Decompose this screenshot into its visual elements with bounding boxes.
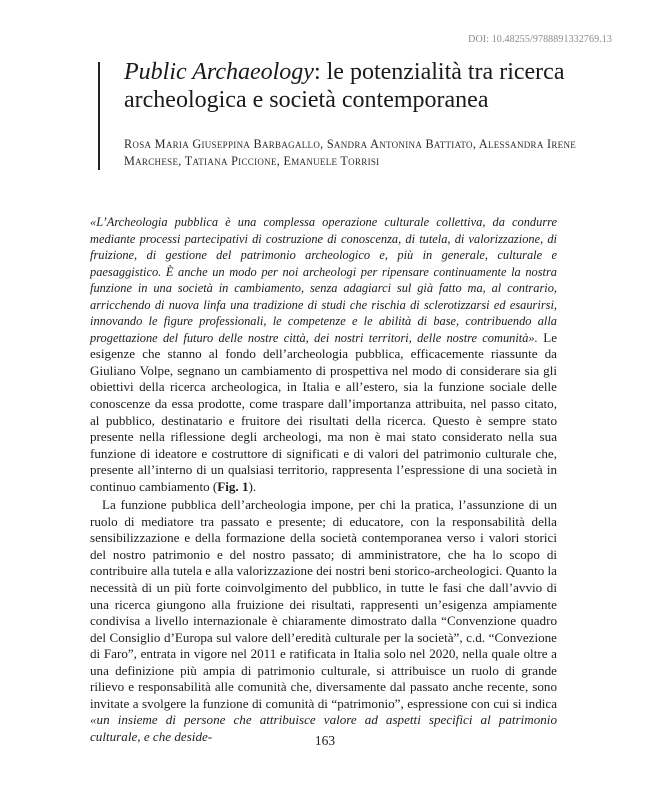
article-title	[124, 58, 584, 114]
paragraph-2-text: La funzione pubblica dell’archeologia impone, per chi la pratica, l’assunzione di un ruolo di mediatore tra passato e presente; di educatore, con la responsabilità della sensibilizzazione e della formazione della società contemporanea verso i valori storici del nostro patrimonio e del nostro passato; di amministratore, che ha lo scopo di contribuire alla tutela e alla valorizzazione dei nostri beni storico-archeologici. Quanto la necessità di un più forte coinvolgimento del pubblico, in tutte le fasi che dall’avvio di una ricerca giungono alla fruizione dei risultati, rappresenti un’esigenza ampiamente condivisa a livello internazionale è chiaramente dimostrato dalla “Convenzione quadro del Consiglio d’Europa sul valore dell’eredità culturale per la società”, c.d. “Convezione di Faro”, entrata in vigore nel 2011 e ratificata in Italia solo nel 2020, nella quale oltre a una definizione più ampia di patrimonio culturale, si attribuisce un ruolo di grande rilievo e responsabilità alle comunità che, diversamente dal passato anche recente, sono invitate a svolgere la funzione di comunità di “patrimonio”, espressione con cui si indica	[90, 497, 557, 711]
title-rule	[98, 62, 100, 170]
paragraph-1	[90, 214, 557, 495]
title-block	[124, 58, 584, 170]
body-text	[90, 214, 557, 746]
paragraph-2	[90, 497, 557, 745]
faro-quote: «un insieme di persone che attribuisce valore ad aspetti specifici al patrimonio culturale, e che deside-	[90, 712, 557, 744]
figure-reference: Fig. 1	[217, 478, 249, 494]
volpe-quote: «L’Archeologia pubblica è una complessa operazione culturale collettiva, da condurre mediante processi partecipativi di costruzione di conoscenza, di tutela, di valorizzazione, di fruizione, di gestione del patrimonio archeologico e, più in generale, culturale e paesaggistico. È anche un modo per noi archeologi per ripensare continuamente la nostra funzione in una società in cambiamento, senza adagiarci sul già fatto ma, al contrario, arricchendo di nuova linfa una tradizione di studi che rischia di sclerotizzarsi ed esaurirsi, innovando le figure professionali, le competenze e le abilità di base, contribuendo alla progettazione del futuro delle nostre città, dei nostri territori, delle nostre comunità».	[90, 215, 557, 345]
article-title-rest: : le potenzialità tra ricerca archeologica e società contemporanea	[124, 59, 565, 113]
page-number: 163	[314, 733, 336, 748]
doi-label: DOI: 10.48255/9788891332769.13	[468, 34, 612, 45]
paragraph-1-end: ).	[248, 478, 257, 494]
paragraph-1-text: Le esigenze che stanno al fondo dell’archeologia pubblica, efficacemente riassunte da Giuliano Volpe, segnano un cambiamento di prospettiva nel modo di considerare sia gli obiettivi della ricerca archeologica, in Italia e all’estero, sia la funzione sociale delle conoscenze da essa prodotte, come traspare dall’importanza attribuita, nel passo citato, al pubblico, destinatario e fruitore dei risultati della ricerca. Questo è sempre stato presente nella riflessione degli archeologi, ma non è mai stato considerato nella sua funzione di ideatore e costruttore di significati e di valori del patrimonio culturale che, presente all’interno di un qualsiasi territorio, rappresenta l’espressione di una società in continuo cambiamento (	[90, 329, 558, 494]
authors-list: Rosa Maria Giuseppina Barbagallo, Sandra Antonina Battiato, Alessandra Irene Marchese, Tatiana Piccione, Emanuele Torrisi	[124, 137, 577, 168]
article-title-italic: Public Archaeology	[124, 59, 314, 85]
